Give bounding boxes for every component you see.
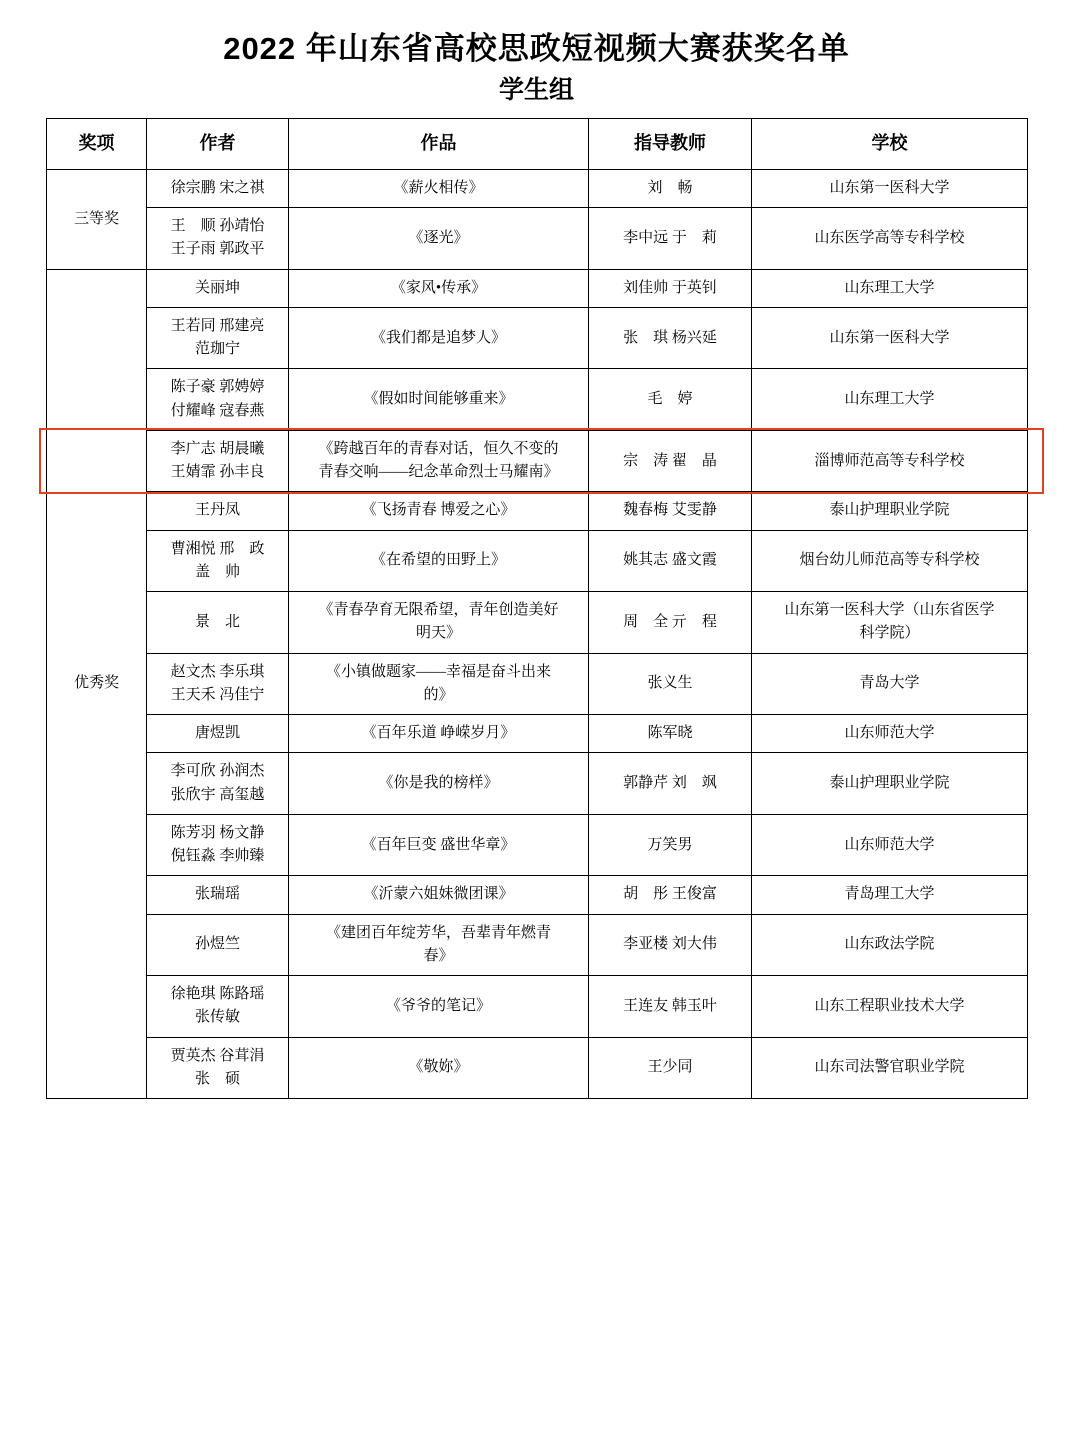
author-cell: 李可欣 孙润杰 张欣宇 高玺越 [147, 753, 289, 815]
work-title-cell: 《飞扬青春 博爱之心》 [289, 492, 589, 530]
advisor-cell: 陈军晓 [589, 715, 752, 753]
author-cell: 关丽坤 [147, 269, 289, 307]
table-row [47, 592, 1028, 654]
table-row [47, 530, 1028, 592]
work-title-cell: 《你是我的榜样》 [289, 753, 589, 815]
school-cell: 山东师范大学 [752, 715, 1028, 753]
advisor-cell: 刘 畅 [589, 169, 752, 207]
advisor-cell: 刘佳帅 于英钊 [589, 269, 752, 307]
author-cell: 张瑞瑶 [147, 876, 289, 914]
school-cell: 淄博师范高等专科学校 [752, 430, 1028, 492]
school-cell: 山东医学高等专科学校 [752, 208, 1028, 270]
advisor-cell: 王少同 [589, 1037, 752, 1099]
advisor-cell: 毛 婷 [589, 369, 752, 431]
table-row [47, 307, 1028, 369]
advisor-cell: 张 琪 杨兴延 [589, 307, 752, 369]
advisor-cell: 胡 彤 王俊富 [589, 876, 752, 914]
school-cell: 烟台幼儿师范高等专科学校 [752, 530, 1028, 592]
work-title-cell: 《假如时间能够重来》 [289, 369, 589, 431]
school-cell: 山东第一医科大学（山东省医学 科学院） [752, 592, 1028, 654]
table-row [47, 653, 1028, 715]
table-header-row [47, 119, 1028, 170]
table-row [47, 753, 1028, 815]
author-cell: 景 北 [147, 592, 289, 654]
table-header [47, 119, 1028, 170]
advisor-cell: 郭静芹 刘 飒 [589, 753, 752, 815]
column-header-school: 学校 [752, 119, 1028, 170]
school-cell: 泰山护理职业学院 [752, 492, 1028, 530]
column-header-work: 作品 [289, 119, 589, 170]
table-row [47, 269, 1028, 307]
school-cell: 山东理工大学 [752, 369, 1028, 431]
advisor-cell: 宗 涛 翟 晶 [589, 430, 752, 492]
advisor-cell: 魏春梅 艾雯静 [589, 492, 752, 530]
author-cell: 孙煜竺 [147, 914, 289, 976]
work-title-cell: 《我们都是追梦人》 [289, 307, 589, 369]
author-cell: 王若同 邢建亮 范珈宁 [147, 307, 289, 369]
work-title-cell: 《家风•传承》 [289, 269, 589, 307]
author-cell: 赵文杰 李乐琪 王天禾 冯佳宁 [147, 653, 289, 715]
author-cell: 李广志 胡晨曦 王婧霏 孙丰良 [147, 430, 289, 492]
school-cell: 山东师范大学 [752, 814, 1028, 876]
school-cell: 青岛理工大学 [752, 876, 1028, 914]
school-cell: 泰山护理职业学院 [752, 753, 1028, 815]
work-title-cell: 《薪火相传》 [289, 169, 589, 207]
advisor-cell: 万笑男 [589, 814, 752, 876]
author-cell: 陈芳羽 杨文静 倪钰淼 李帅臻 [147, 814, 289, 876]
advisor-cell: 李中远 于 莉 [589, 208, 752, 270]
work-title-cell: 《跨越百年的青春对话，恒久不变的 青春交响——纪念革命烈士马耀南》 [289, 430, 589, 492]
table-row [47, 715, 1028, 753]
work-title-cell: 《逐光》 [289, 208, 589, 270]
school-cell: 山东工程职业技术大学 [752, 976, 1028, 1038]
table-row [47, 914, 1028, 976]
column-header-author: 作者 [147, 119, 289, 170]
work-title-cell: 《敬妳》 [289, 1037, 589, 1099]
school-cell: 山东政法学院 [752, 914, 1028, 976]
advisor-cell: 李亚楼 刘大伟 [589, 914, 752, 976]
table-body [47, 169, 1028, 1098]
table-row [47, 976, 1028, 1038]
table-row [47, 492, 1028, 530]
author-cell: 徐艳琪 陈路瑶 张传敏 [147, 976, 289, 1038]
work-title-cell: 《百年乐道 峥嵘岁月》 [289, 715, 589, 753]
table-row [47, 1037, 1028, 1099]
work-title-cell: 《在希望的田野上》 [289, 530, 589, 592]
work-title-cell: 《小镇做题家——幸福是奋斗出来 的》 [289, 653, 589, 715]
school-cell: 山东第一医科大学 [752, 307, 1028, 369]
table-row [47, 430, 1028, 492]
author-cell: 徐宗鹏 宋之祺 [147, 169, 289, 207]
table-row [47, 876, 1028, 914]
author-cell: 贾英杰 谷茸涓 张 硕 [147, 1037, 289, 1099]
author-cell: 陈子豪 郭娉婷 付耀峰 寇春燕 [147, 369, 289, 431]
prize-category-cell: 三等奖 [47, 169, 147, 269]
page-subtitle: 学生组 [498, 76, 574, 104]
column-header-teacher: 指导教师 [589, 119, 752, 170]
school-cell: 山东司法警官职业学院 [752, 1037, 1028, 1099]
school-cell: 山东理工大学 [752, 269, 1028, 307]
column-header-prize: 奖项 [47, 119, 147, 170]
advisor-cell: 张义生 [589, 653, 752, 715]
author-cell: 曹湘悦 邢 政 盖 帅 [147, 530, 289, 592]
prize-category-cell: 优秀奖 [47, 269, 147, 1099]
table-row [47, 369, 1028, 431]
page-title: 2022 年山东省高校思政短视频大赛获奖名单 [223, 31, 850, 66]
work-title-cell: 《爷爷的笔记》 [289, 976, 589, 1038]
school-cell: 山东第一医科大学 [752, 169, 1028, 207]
school-cell: 青岛大学 [752, 653, 1028, 715]
author-cell: 唐煜凯 [147, 715, 289, 753]
advisor-cell: 周 全 亓 程 [589, 592, 752, 654]
work-title-cell: 《沂蒙六姐妹微团课》 [289, 876, 589, 914]
advisor-cell: 姚其志 盛文霞 [589, 530, 752, 592]
table-row [47, 169, 1028, 207]
advisor-cell: 王连友 韩玉叶 [589, 976, 752, 1038]
work-title-cell: 《百年巨变 盛世华章》 [289, 814, 589, 876]
work-title-cell: 《青春孕育无限希望，青年创造美好 明天》 [289, 592, 589, 654]
table-row [47, 814, 1028, 876]
award-list-table [46, 118, 1028, 1099]
author-cell: 王 顺 孙靖怡 王子雨 郭政平 [147, 208, 289, 270]
work-title-cell: 《建团百年绽芳华，吾辈青年燃青 春》 [289, 914, 589, 976]
author-cell: 王丹凤 [147, 492, 289, 530]
table-row [47, 208, 1028, 270]
